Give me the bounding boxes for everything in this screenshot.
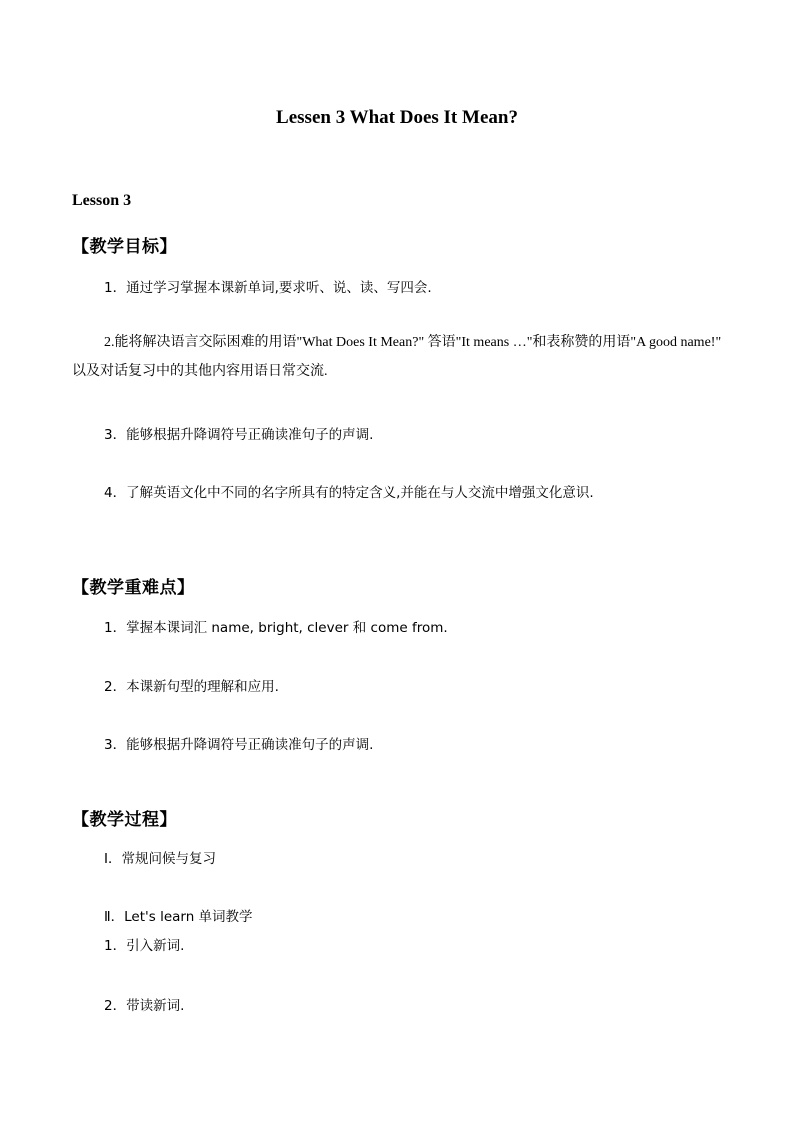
objective-item-4: 4．了解英语文化中不同的名字所具有的特定含义,并能在与人交流中增强文化意识. (104, 485, 594, 501)
process-item-1: 1．引入新词. (104, 938, 185, 954)
lesson-label: Lesson 3 (72, 192, 132, 209)
process-step-1: Ⅰ．常规问候与复习 (104, 851, 216, 867)
key-point-item-3: 3．能够根据升降调符号正确读准句子的声调. (104, 737, 374, 753)
process-item-2: 2．带读新词. (104, 998, 185, 1014)
objective-item-1: 1．通过学习掌握本课新单词,要求听、说、读、写四会. (104, 280, 432, 296)
key-point-item-1: 1．掌握本课词汇 name, bright, clever 和 come from. (104, 620, 448, 636)
objective-item-3: 3．能够根据升降调符号正确读准句子的声调. (104, 427, 374, 443)
objectives-heading: 【教学目标】 (72, 237, 177, 257)
process-heading: 【教学过程】 (72, 810, 177, 830)
process-step-2: Ⅱ．Let's learn 单词教学 (104, 909, 253, 925)
document-title: Lessen 3 What Does It Mean? (276, 107, 518, 128)
key-point-item-2: 2．本课新句型的理解和应用. (104, 679, 279, 695)
objective-item-2: 2.能将解决语言交际困难的用语"What Does It Mean?" 答语"It means …"和表称赞的用语"A good name!" 以及对话复习中的其他内容用语日常交流. (72, 335, 722, 379)
key-points-heading: 【教学重难点】 (72, 578, 195, 598)
